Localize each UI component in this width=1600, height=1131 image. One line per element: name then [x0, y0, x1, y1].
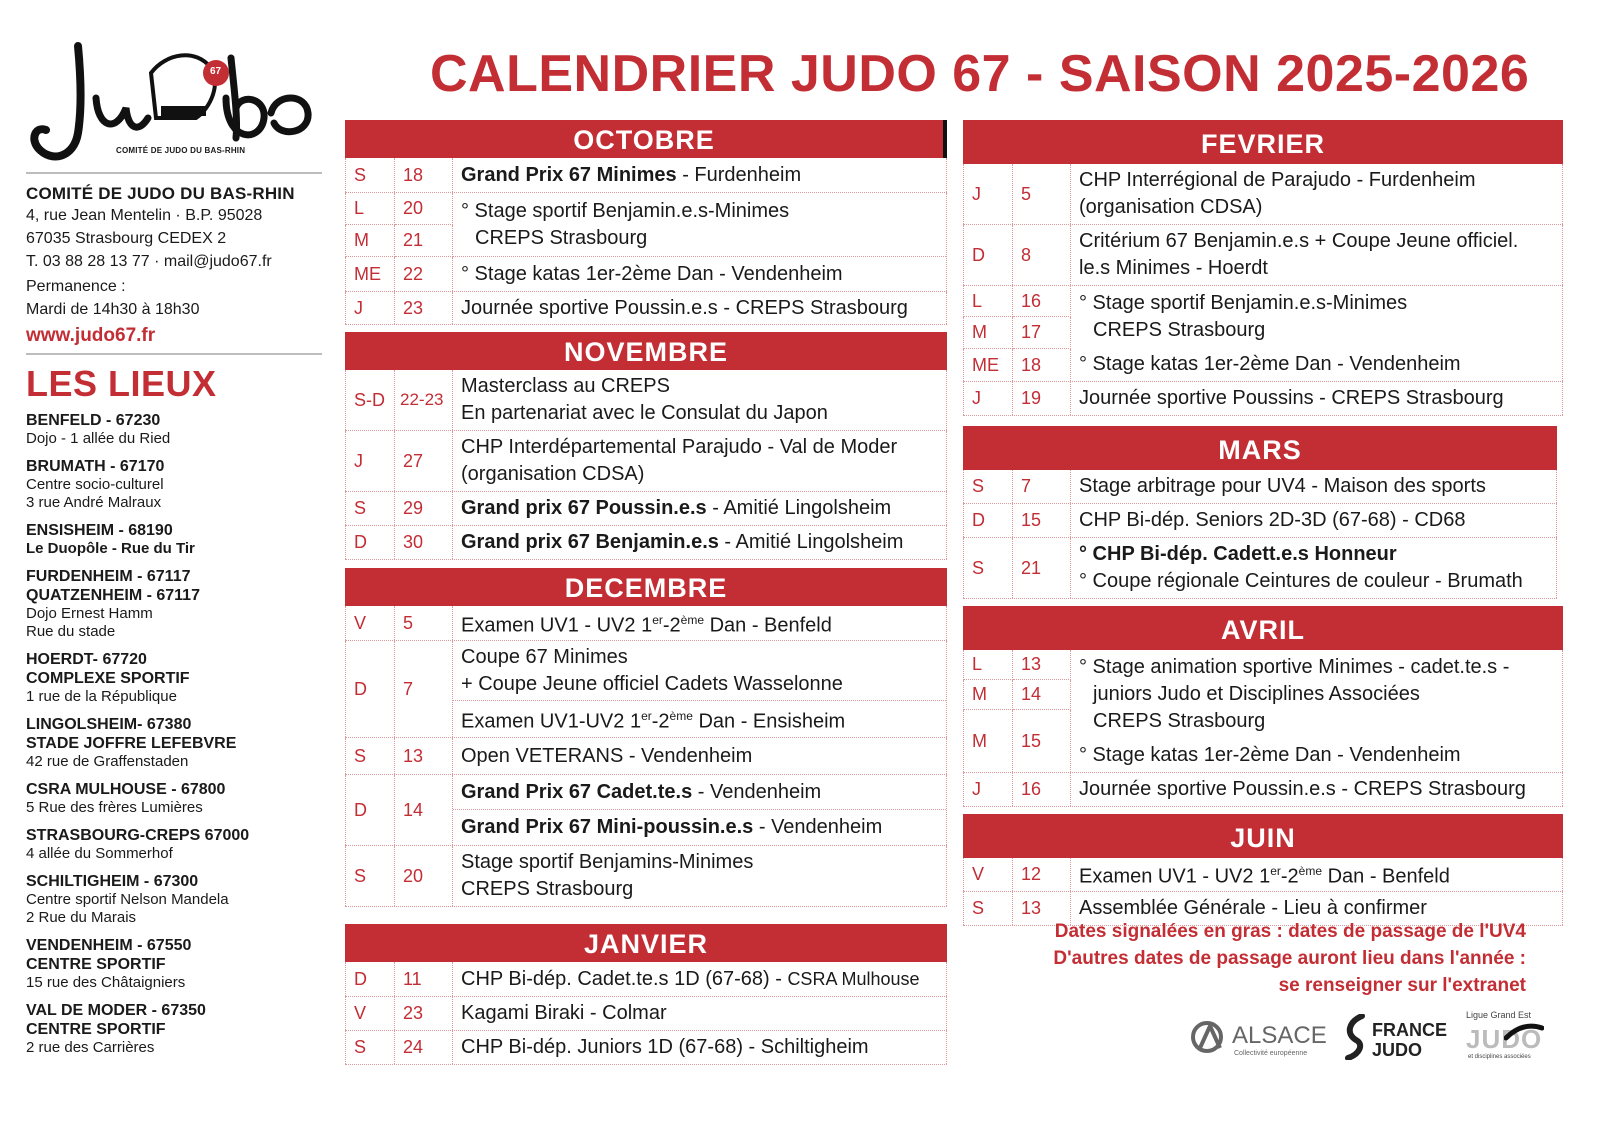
event-day: J [963, 773, 1013, 806]
logo-badge: 67 [210, 66, 222, 77]
month-fevrier [963, 120, 1563, 416]
event-date: 5 [1013, 164, 1071, 224]
event-date: 5 [395, 606, 453, 640]
event-row [963, 164, 1563, 225]
event-row [963, 504, 1557, 538]
event-date: 15 [1013, 504, 1071, 537]
event-date: 23 [395, 292, 453, 324]
permanence-label: Permanence : [26, 278, 126, 295]
event-row [345, 846, 947, 907]
judo-text: JUDO [1372, 1040, 1423, 1060]
event-day: V [963, 858, 1013, 891]
group-labels [345, 193, 453, 291]
month-decembre [345, 568, 947, 907]
lieu-name: FURDENHEIM - 67117 [26, 568, 191, 585]
event-day: ME [963, 349, 1013, 381]
lieu-item [26, 521, 322, 558]
event-date: 14 [395, 775, 453, 845]
event-day: V [345, 606, 395, 640]
group-events [453, 641, 947, 737]
group-label-row [963, 349, 1071, 381]
permanence-hours: Mardi de 14h30 à 18h30 [26, 301, 200, 318]
event-row [345, 1031, 947, 1065]
event-line: Journée sportive Poussins - CREPS Strasbourg [1079, 387, 1504, 409]
lieu-address: 2 Rue du Marais [26, 909, 137, 926]
lieu-address: Le Duopôle - Rue du Tir [26, 540, 195, 557]
event-location: CSRA Mulhouse [787, 968, 920, 989]
event-day: M [345, 225, 395, 257]
event-line: (organisation CDSA) [461, 463, 645, 485]
event-date: 22-23 [395, 370, 453, 430]
month-juin [963, 814, 1563, 926]
event-line: Masterclass au CREPS [461, 375, 670, 397]
event-day: S [345, 1031, 395, 1064]
event-row [345, 738, 947, 775]
event-text [453, 701, 946, 737]
event-row [963, 382, 1563, 416]
event-line: ° Stage katas 1er-2ème Dan - Vendenheim [1079, 743, 1461, 766]
lieu-name: COMPLEXE SPORTIF [26, 670, 190, 687]
lieu-item [26, 936, 322, 992]
org-address2: 67035 Strasbourg CEDEX 2 [26, 230, 227, 247]
group-events [453, 193, 947, 291]
event-date: 27 [395, 431, 453, 491]
lieu-name: QUATZENHEIM - 67117 [26, 587, 200, 604]
lieu-item [26, 872, 322, 927]
group-label-row [345, 257, 453, 291]
event-text [453, 193, 946, 257]
event-group [345, 775, 947, 846]
group-label-row [345, 775, 453, 845]
event-day: S [345, 738, 395, 774]
group-label-row [345, 641, 453, 737]
event-day: D [345, 775, 395, 845]
event-text [1071, 538, 1557, 598]
event-text [453, 846, 947, 906]
event-date: 29 [395, 492, 453, 525]
event-line: Critérium 67 Benjamin.e.s + Coupe Jeune officiel. [1079, 230, 1519, 252]
event-text [453, 370, 947, 430]
event-date: 16 [1013, 286, 1071, 317]
event-row [963, 225, 1563, 286]
event-day: L [963, 650, 1013, 680]
event-line: CHP Interdépartemental Parajudo - Val de Moder [461, 436, 898, 458]
group-label-row [963, 286, 1071, 317]
event-date: 13 [395, 738, 453, 774]
event-day: ME [345, 257, 395, 291]
event-text [1071, 773, 1563, 806]
event-date: 18 [1013, 349, 1071, 381]
lieu-item [26, 1001, 322, 1057]
event-day: J [963, 382, 1013, 415]
lieu-address: 1 rue de la République [26, 688, 177, 705]
event-group [345, 641, 947, 738]
lieu-name: STADE JOFFRE LEFEBVRE [26, 735, 237, 752]
event-text [453, 997, 947, 1030]
lieu-item [26, 826, 322, 863]
lieu-address: 3 rue André Malraux [26, 494, 162, 511]
event-day: J [963, 164, 1013, 224]
event-row [963, 858, 1563, 892]
org-name: COMITÉ DE JUDO DU BAS-RHIN [26, 184, 295, 203]
lieu-address: 15 rue des Châtaigniers [26, 974, 186, 991]
event-text [453, 606, 947, 640]
event-line: Stage sportif Benjamins-Minimes [461, 851, 754, 873]
lieu-address: Dojo - 1 allée du Ried [26, 430, 171, 447]
month-header: JANVIER [345, 924, 947, 962]
event-line: CREPS Strasbourg [475, 226, 648, 249]
lieu-address: Rue du stade [26, 623, 116, 640]
event-row [963, 773, 1563, 807]
month-octobre [345, 120, 947, 325]
event-row [345, 158, 947, 193]
event-line: juniors Judo et Disciplines Associées [1093, 682, 1420, 705]
event-group [963, 650, 1563, 773]
alsace-emblem-icon [1190, 1020, 1230, 1054]
ligue-swoosh-icon [1504, 1020, 1544, 1042]
event-location: - Furdenheim [676, 163, 802, 186]
event-line: ° Coupe régionale Ceintures de couleur - Brumath [1079, 570, 1523, 592]
group-label-row [963, 710, 1071, 772]
event-text [1071, 286, 1562, 348]
event-day: S [963, 470, 1013, 503]
event-line: CHP Bi-dép. Seniors 2D-3D (67-68) - CD68 [1079, 509, 1466, 531]
event-row [345, 431, 947, 492]
event-line: CHP Interrégional de Parajudo - Furdenheim [1079, 169, 1476, 191]
group-labels [345, 775, 453, 845]
divider [26, 172, 322, 174]
event-line: CREPS Strasbourg [1093, 709, 1266, 732]
lieu-name: LINGOLSHEIM- 67380 [26, 716, 192, 733]
event-location: - Amitié Lingolsheim [706, 497, 892, 519]
event-line: Coupe 67 Minimes [461, 645, 628, 668]
event-text [453, 738, 947, 774]
month-header: NOVEMBRE [345, 332, 947, 370]
lieu-address: 42 rue de Graffenstaden [26, 753, 189, 770]
event-day: L [963, 286, 1013, 317]
event-text [1071, 225, 1563, 285]
event-line: Assemblée Générale - Lieu à confirmer [1079, 897, 1427, 919]
event-day: S-D [345, 370, 395, 430]
lieu-address: 2 rue des Carrières [26, 1039, 155, 1056]
event-date: 7 [395, 641, 453, 737]
event-line: CHP Bi-dép. Juniors 1D (67-68) - Schiltigheim [461, 1036, 869, 1058]
event-row [963, 470, 1557, 504]
event-date: 20 [395, 193, 453, 225]
event-part: -2 [662, 614, 681, 637]
group-events [1071, 286, 1563, 381]
lieu-name: CENTRE SPORTIF [26, 1021, 166, 1038]
ligue-sub-text: et disciplines associées [1468, 1054, 1531, 1060]
event-part: -2 [651, 710, 670, 733]
event-date: 7 [1013, 470, 1071, 503]
event-date: 18 [395, 158, 453, 192]
event-day: S [345, 492, 395, 525]
event-text [1071, 348, 1562, 381]
event-sup: er [1270, 864, 1281, 879]
lieu-address: Centre sportif Nelson Mandela [26, 891, 229, 908]
event-date: 30 [395, 526, 453, 559]
event-part: -2 [1280, 865, 1299, 888]
event-row [345, 370, 947, 431]
event-group [345, 193, 947, 292]
event-part: Examen UV1-UV2 1 [461, 710, 642, 733]
partner-logos [1190, 1010, 1543, 1070]
group-label-row [963, 650, 1071, 680]
org-address1: 4, rue Jean Mentelin · B.P. 95028 [26, 207, 263, 224]
event-date: 13 [1013, 892, 1071, 925]
event-bold: Grand prix 67 Benjamin.e.s [461, 531, 719, 553]
event-date: 22 [395, 257, 453, 291]
event-text [453, 526, 947, 559]
lieu-item [26, 411, 322, 448]
lieu-item [26, 780, 322, 817]
group-labels [345, 641, 453, 737]
event-day: L [345, 193, 395, 225]
event-text [1071, 738, 1562, 772]
event-text [1071, 470, 1557, 503]
event-text [453, 1031, 947, 1064]
event-line: Stage arbitrage pour UV4 - Maison des sports [1079, 475, 1486, 497]
event-text [453, 158, 947, 192]
event-day: D [345, 526, 395, 559]
event-day: S [963, 892, 1013, 925]
event-date: 20 [395, 846, 453, 906]
lieu-item [26, 715, 322, 771]
alsace-subtext: Collectivité européenne [1234, 1050, 1308, 1057]
event-line: Journée sportive Poussin.e.s - CREPS Strasbourg [1079, 778, 1526, 800]
event-sup: ème [1298, 864, 1323, 879]
event-text [1071, 858, 1563, 891]
event-date: 15 [1013, 710, 1071, 772]
divider [26, 353, 322, 355]
lieu-item [26, 457, 322, 512]
lieu-name: HOERDT- 67720 [26, 651, 147, 668]
lieu-name: ENSISHEIM - 68190 [26, 522, 173, 539]
event-text [453, 775, 946, 810]
event-bold: Grand Prix 67 Minimes [461, 163, 677, 186]
event-date: 19 [1013, 382, 1071, 415]
event-day: S [963, 538, 1013, 598]
event-day: M [963, 710, 1013, 772]
lieux-title: LES LIEUX [26, 363, 217, 404]
event-text [1071, 650, 1562, 738]
org-contact: T. 03 88 28 13 77 · mail@judo67.fr [26, 253, 272, 270]
month-avril [963, 606, 1563, 807]
group-label-row [345, 193, 453, 225]
month-header: AVRIL [963, 606, 1563, 650]
event-text [453, 810, 946, 845]
lieu-address: 5 Rue des frères Lumières [26, 799, 203, 816]
event-day: D [345, 641, 395, 737]
group-label-row [963, 317, 1071, 349]
lieu-name: VENDENHEIM - 67550 [26, 937, 192, 954]
lieu-item [26, 567, 322, 641]
event-day: D [963, 504, 1013, 537]
event-line: ° Stage sportif Benjamin.e.s-Minimes [461, 199, 790, 222]
event-text [1071, 504, 1557, 537]
event-location: - Vendenheim [692, 780, 822, 803]
event-text [453, 257, 946, 291]
lieu-item [26, 650, 322, 706]
event-location: - Amitié Lingolsheim [718, 531, 904, 553]
event-part: Dan - Benfeld [704, 614, 832, 637]
event-text [1071, 164, 1563, 224]
event-day: D [963, 225, 1013, 285]
ligue-judo-text: JUDO [1466, 1024, 1543, 1054]
event-line: ° Stage katas 1er-2ème Dan - Vendenheim [461, 262, 843, 285]
event-row [345, 292, 947, 325]
event-line: (organisation CDSA) [1079, 196, 1263, 218]
event-date: 13 [1013, 650, 1071, 680]
event-date: 23 [395, 997, 453, 1030]
logo-subtitle: COMITÉ DE JUDO DU BAS-RHIN [116, 146, 246, 155]
event-row [345, 606, 947, 641]
lieu-name: CENTRE SPORTIF [26, 956, 166, 973]
group-events [1071, 650, 1563, 772]
lieu-name: STRASBOURG-CREPS 67000 [26, 827, 250, 844]
event-sup: ème [669, 708, 693, 723]
note-line: Dates signalées en gras : dates de passage de l'UV4 [1054, 921, 1526, 942]
event-sup: ème [680, 612, 705, 627]
alsace-text: ALSACE [1232, 1022, 1327, 1049]
event-day: S [345, 158, 395, 192]
france-judo-logo [1342, 1014, 1452, 1062]
event-date: 21 [1013, 538, 1071, 598]
month-janvier [345, 924, 947, 1065]
month-header: DECEMBRE [345, 568, 947, 606]
event-date: 24 [395, 1031, 453, 1064]
event-bold: Grand Prix 67 Cadet.te.s [461, 780, 693, 803]
event-part: Examen UV1 - UV2 1 [461, 614, 653, 637]
month-header: MARS [963, 426, 1557, 470]
month-mars [963, 426, 1557, 599]
event-text [453, 292, 947, 324]
event-line: CREPS Strasbourg [461, 878, 634, 900]
event-part: Dan - Benfeld [1322, 865, 1450, 888]
event-day: J [345, 292, 395, 324]
event-date: 21 [395, 225, 453, 257]
ligue-grand-est-logo [1466, 1010, 1556, 1068]
event-bold: ° CHP Bi-dép. Cadett.e.s Honneur [1079, 543, 1397, 565]
event-row [345, 526, 947, 560]
event-day: V [345, 997, 395, 1030]
event-part: Dan - Ensisheim [692, 710, 846, 733]
page-title: CALENDRIER JUDO 67 - SAISON 2025-2026 [430, 45, 1530, 103]
event-location: - Vendenheim [753, 816, 883, 838]
ligue-top-text: Ligue Grand Est [1466, 1010, 1532, 1020]
group-label-row [963, 680, 1071, 710]
month-header: OCTOBRE [345, 120, 947, 158]
event-text [453, 492, 947, 525]
event-text [1071, 382, 1563, 415]
event-sup: er [641, 708, 652, 723]
event-day: M [963, 680, 1013, 710]
event-row [345, 962, 947, 997]
lieu-name: CSRA MULHOUSE - 67800 [26, 781, 226, 798]
lieu-address: Dojo Ernest Hamm [26, 605, 153, 622]
event-date: 17 [1013, 317, 1071, 349]
event-text [453, 431, 947, 491]
event-part: CHP Bi-dép. Cadet.te.s 1D (67-68) - [461, 967, 788, 990]
lieu-address: 4 allée du Sommerhof [26, 845, 173, 862]
note-line: se renseigner sur l'extranet [1278, 975, 1526, 996]
event-day: M [963, 317, 1013, 349]
event-date: 16 [1013, 773, 1071, 806]
event-line: Open VETERANS - Vendenheim [461, 744, 753, 767]
event-group [963, 286, 1563, 382]
event-line: CREPS Strasbourg [1093, 319, 1266, 341]
notes [1053, 918, 1526, 999]
lieu-name: SCHILTIGHEIM - 67300 [26, 873, 199, 890]
event-line: ° Stage sportif Benjamin.e.s-Minimes [1079, 292, 1408, 314]
left-column [26, 38, 322, 1066]
event-row [963, 538, 1557, 599]
event-row [345, 997, 947, 1031]
month-header: FEVRIER [963, 120, 1563, 164]
event-line: Kagami Biraki - Colmar [461, 1002, 667, 1024]
event-text [453, 641, 946, 701]
lieu-name: BENFELD - 67230 [26, 412, 161, 429]
event-line: ° Stage animation sportive Minimes - cadet.te.s - [1079, 655, 1510, 678]
event-line: ° Stage katas 1er-2ème Dan - Vendenheim [1079, 353, 1461, 375]
group-labels [963, 650, 1071, 772]
alsace-logo [1190, 1018, 1330, 1062]
month-novembre [345, 332, 947, 560]
event-text [453, 962, 947, 996]
event-date: 14 [1013, 680, 1071, 710]
group-labels [963, 286, 1071, 381]
lieu-name: BRUMATH - 67170 [26, 458, 165, 475]
event-line: En partenariat avec le Consulat du Japon [461, 402, 828, 424]
event-date: 12 [1013, 858, 1071, 891]
event-line: le.s Minimes - Hoerdt [1079, 257, 1268, 279]
event-bold: Grand prix 67 Poussin.e.s [461, 497, 707, 519]
event-date: 8 [1013, 225, 1071, 285]
event-line: Journée sportive Poussin.e.s - CREPS Strasbourg [461, 296, 908, 319]
lieu-name: VAL DE MODER - 67350 [26, 1002, 206, 1019]
event-date: 11 [395, 962, 453, 996]
event-part: Examen UV1 - UV2 1 [1079, 865, 1271, 888]
website-link[interactable]: www.judo67.fr [26, 325, 156, 346]
group-label-row [345, 225, 453, 257]
event-row [345, 492, 947, 526]
event-day: S [345, 846, 395, 906]
event-day: D [345, 962, 395, 996]
france-text: FRANCE [1372, 1020, 1447, 1040]
lieu-address: Centre socio-culturel [26, 476, 164, 493]
event-line: + Coupe Jeune officiel Cadets Wasselonne [461, 672, 843, 695]
note-line: D'autres dates de passage auront lieu dans l'année : [1053, 948, 1526, 969]
month-header: JUIN [963, 814, 1563, 858]
event-bold: Grand Prix 67 Mini-poussin.e.s [461, 816, 754, 838]
event-day: J [345, 431, 395, 491]
france-judo-emblem-icon [1342, 1014, 1368, 1060]
event-sup: er [652, 612, 663, 627]
judo67-logo [26, 38, 322, 166]
group-events [453, 775, 947, 845]
